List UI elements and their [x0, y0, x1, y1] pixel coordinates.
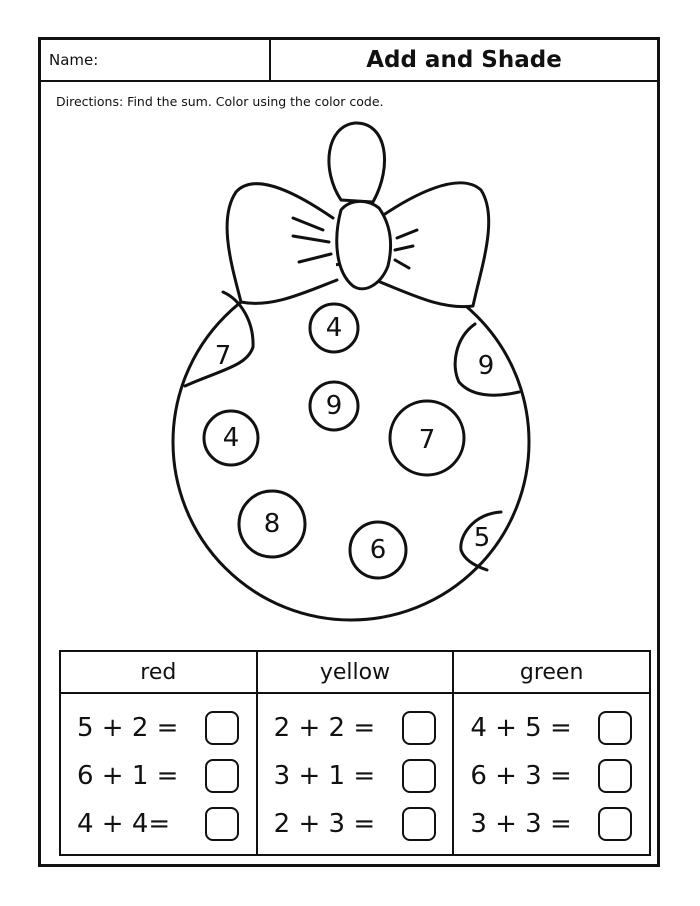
bow-knot[interactable]	[337, 201, 391, 288]
equations-yellow	[257, 693, 454, 855]
name-label: Name:	[49, 51, 99, 69]
ornament-number: 5	[473, 523, 491, 553]
directions-text: Directions: Find the sum. Color using the color code.	[56, 94, 384, 109]
ornament-number: 6	[369, 535, 387, 565]
equation-text: 3 + 1 =	[273, 761, 376, 791]
ornament-number: 4	[222, 423, 240, 453]
answer-box[interactable]	[402, 711, 436, 745]
ornament-number: 7	[214, 341, 232, 371]
color-code-table	[59, 650, 651, 856]
ornament-picture	[41, 40, 657, 640]
color-header-yellow: yellow	[257, 651, 454, 693]
answer-box[interactable]	[598, 711, 632, 745]
equation-row	[274, 752, 453, 800]
hanger-loop[interactable]	[329, 123, 385, 202]
bow-right-loop[interactable]	[375, 183, 489, 307]
equation-row	[274, 704, 453, 752]
color-header-green: green	[453, 651, 650, 693]
equation-text: 5 + 2 =	[77, 713, 179, 743]
equation-text: 6 + 1 =	[77, 761, 179, 791]
equation-row	[77, 704, 256, 752]
answer-box[interactable]	[205, 759, 239, 793]
answer-box[interactable]	[598, 759, 632, 793]
ornament-number: 4	[325, 313, 343, 343]
answer-box[interactable]	[598, 807, 632, 841]
equation-row	[77, 800, 256, 848]
equation-row	[77, 752, 256, 800]
equation-text: 6 + 3 =	[470, 761, 572, 791]
answer-box[interactable]	[402, 807, 436, 841]
bow-left-loop[interactable]	[227, 184, 337, 304]
equation-text: 2 + 2 =	[273, 713, 376, 743]
ornament-number: 8	[263, 509, 281, 539]
equation-row	[470, 800, 649, 848]
color-header-red: red	[60, 651, 257, 693]
equations-red	[60, 693, 257, 855]
worksheet	[38, 37, 660, 867]
equation-text: 3 + 3 =	[470, 809, 572, 839]
equation-row	[274, 800, 453, 848]
ornament-number: 9	[325, 391, 343, 421]
answer-box[interactable]	[205, 711, 239, 745]
ornament-number: 7	[418, 425, 436, 455]
equation-row	[470, 752, 649, 800]
equation-text: 4 + 5 =	[470, 713, 572, 743]
page-title: Add and Shade	[366, 47, 562, 73]
ornament-number: 9	[477, 351, 495, 381]
answer-box[interactable]	[205, 807, 239, 841]
answer-box[interactable]	[402, 759, 436, 793]
equation-row	[470, 704, 649, 752]
equation-text: 2 + 3 =	[273, 809, 376, 839]
equations-green	[453, 693, 650, 855]
equation-text: 4 + 4=	[77, 809, 171, 839]
